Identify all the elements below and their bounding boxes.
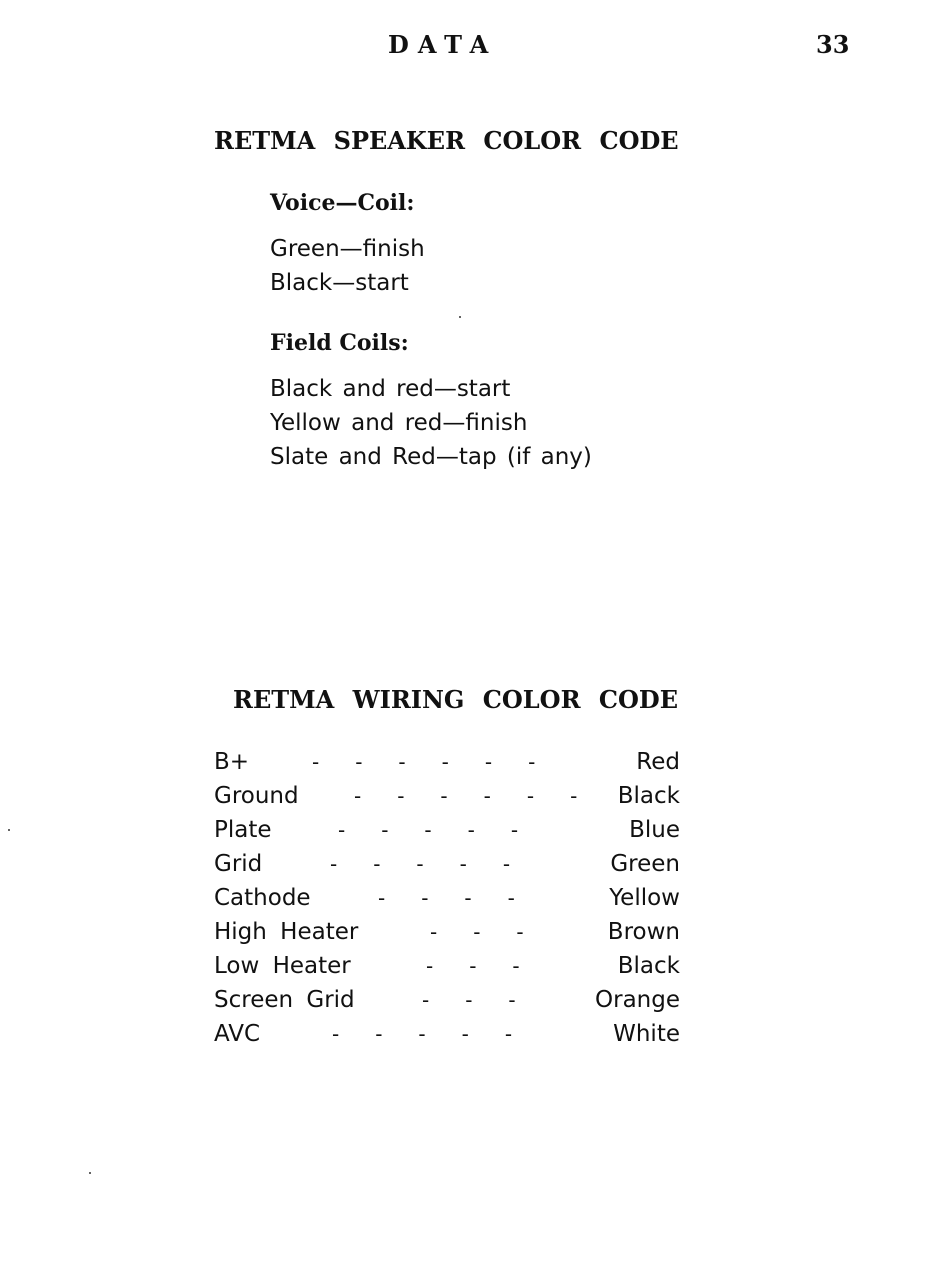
speaker-color-code-heading: RETMA SPEAKER COLOR CODE [214,126,679,155]
field-coils-list [270,372,592,474]
field-coil-line: Yellow and red—finish [270,410,528,436]
wire-color: Orange [595,987,680,1013]
running-head [0,30,940,66]
voice-coil-line: Green—finish [270,236,425,262]
wiring-row [214,915,680,949]
wiring-row [214,983,680,1017]
wiring-term: High Heater [214,919,359,945]
field-coil-line: Slate and Red—tap (if any) [270,444,592,470]
wiring-row [214,847,680,881]
dot-leader: --- [430,920,560,944]
dot-leader: ------ [354,784,614,808]
dot-leader: ------ [312,750,572,774]
dot-leader: ----- [332,1022,549,1046]
dot-leader: ---- [378,886,551,910]
wire-color: Yellow [609,885,680,911]
wiring-term: Low Heater [214,953,351,979]
wiring-term: Cathode [214,885,311,911]
print-speck [8,829,10,831]
running-title: DATA [388,30,498,59]
wiring-row [214,881,680,915]
wire-color: Brown [607,919,680,945]
wiring-term: Screen Grid [214,987,355,1013]
wiring-row [214,745,680,779]
wiring-row [214,813,680,847]
wiring-row [214,779,680,813]
wiring-term: AVC [214,1021,261,1047]
wire-color: White [613,1021,680,1047]
wire-color: Blue [629,817,680,843]
wiring-term: B+ [214,749,250,775]
field-coil-line: Black and red—start [270,376,511,402]
wire-color: Green [610,851,680,877]
dot-leader: ----- [338,818,555,842]
print-speck [89,1172,91,1174]
wiring-term: Grid [214,851,263,877]
wire-color: Black [617,783,680,809]
dot-leader: --- [426,954,556,978]
voice-coil-heading: Voice—Coil: [270,190,415,216]
wire-color: Red [636,749,680,775]
print-speck [459,316,461,318]
wiring-color-table [214,745,680,1051]
page-number: 33 [816,30,850,59]
wiring-row [214,949,680,983]
dot-leader: ----- [330,852,547,876]
voice-coil-list [270,232,425,300]
voice-coil-line: Black—start [270,270,409,296]
wiring-term: Ground [214,783,299,809]
field-coils-heading: Field Coils: [270,330,409,356]
wiring-row [214,1017,680,1051]
wiring-color-code-heading: RETMA WIRING COLOR CODE [233,685,678,714]
dot-leader: --- [422,988,552,1012]
wire-color: Black [617,953,680,979]
wiring-term: Plate [214,817,272,843]
